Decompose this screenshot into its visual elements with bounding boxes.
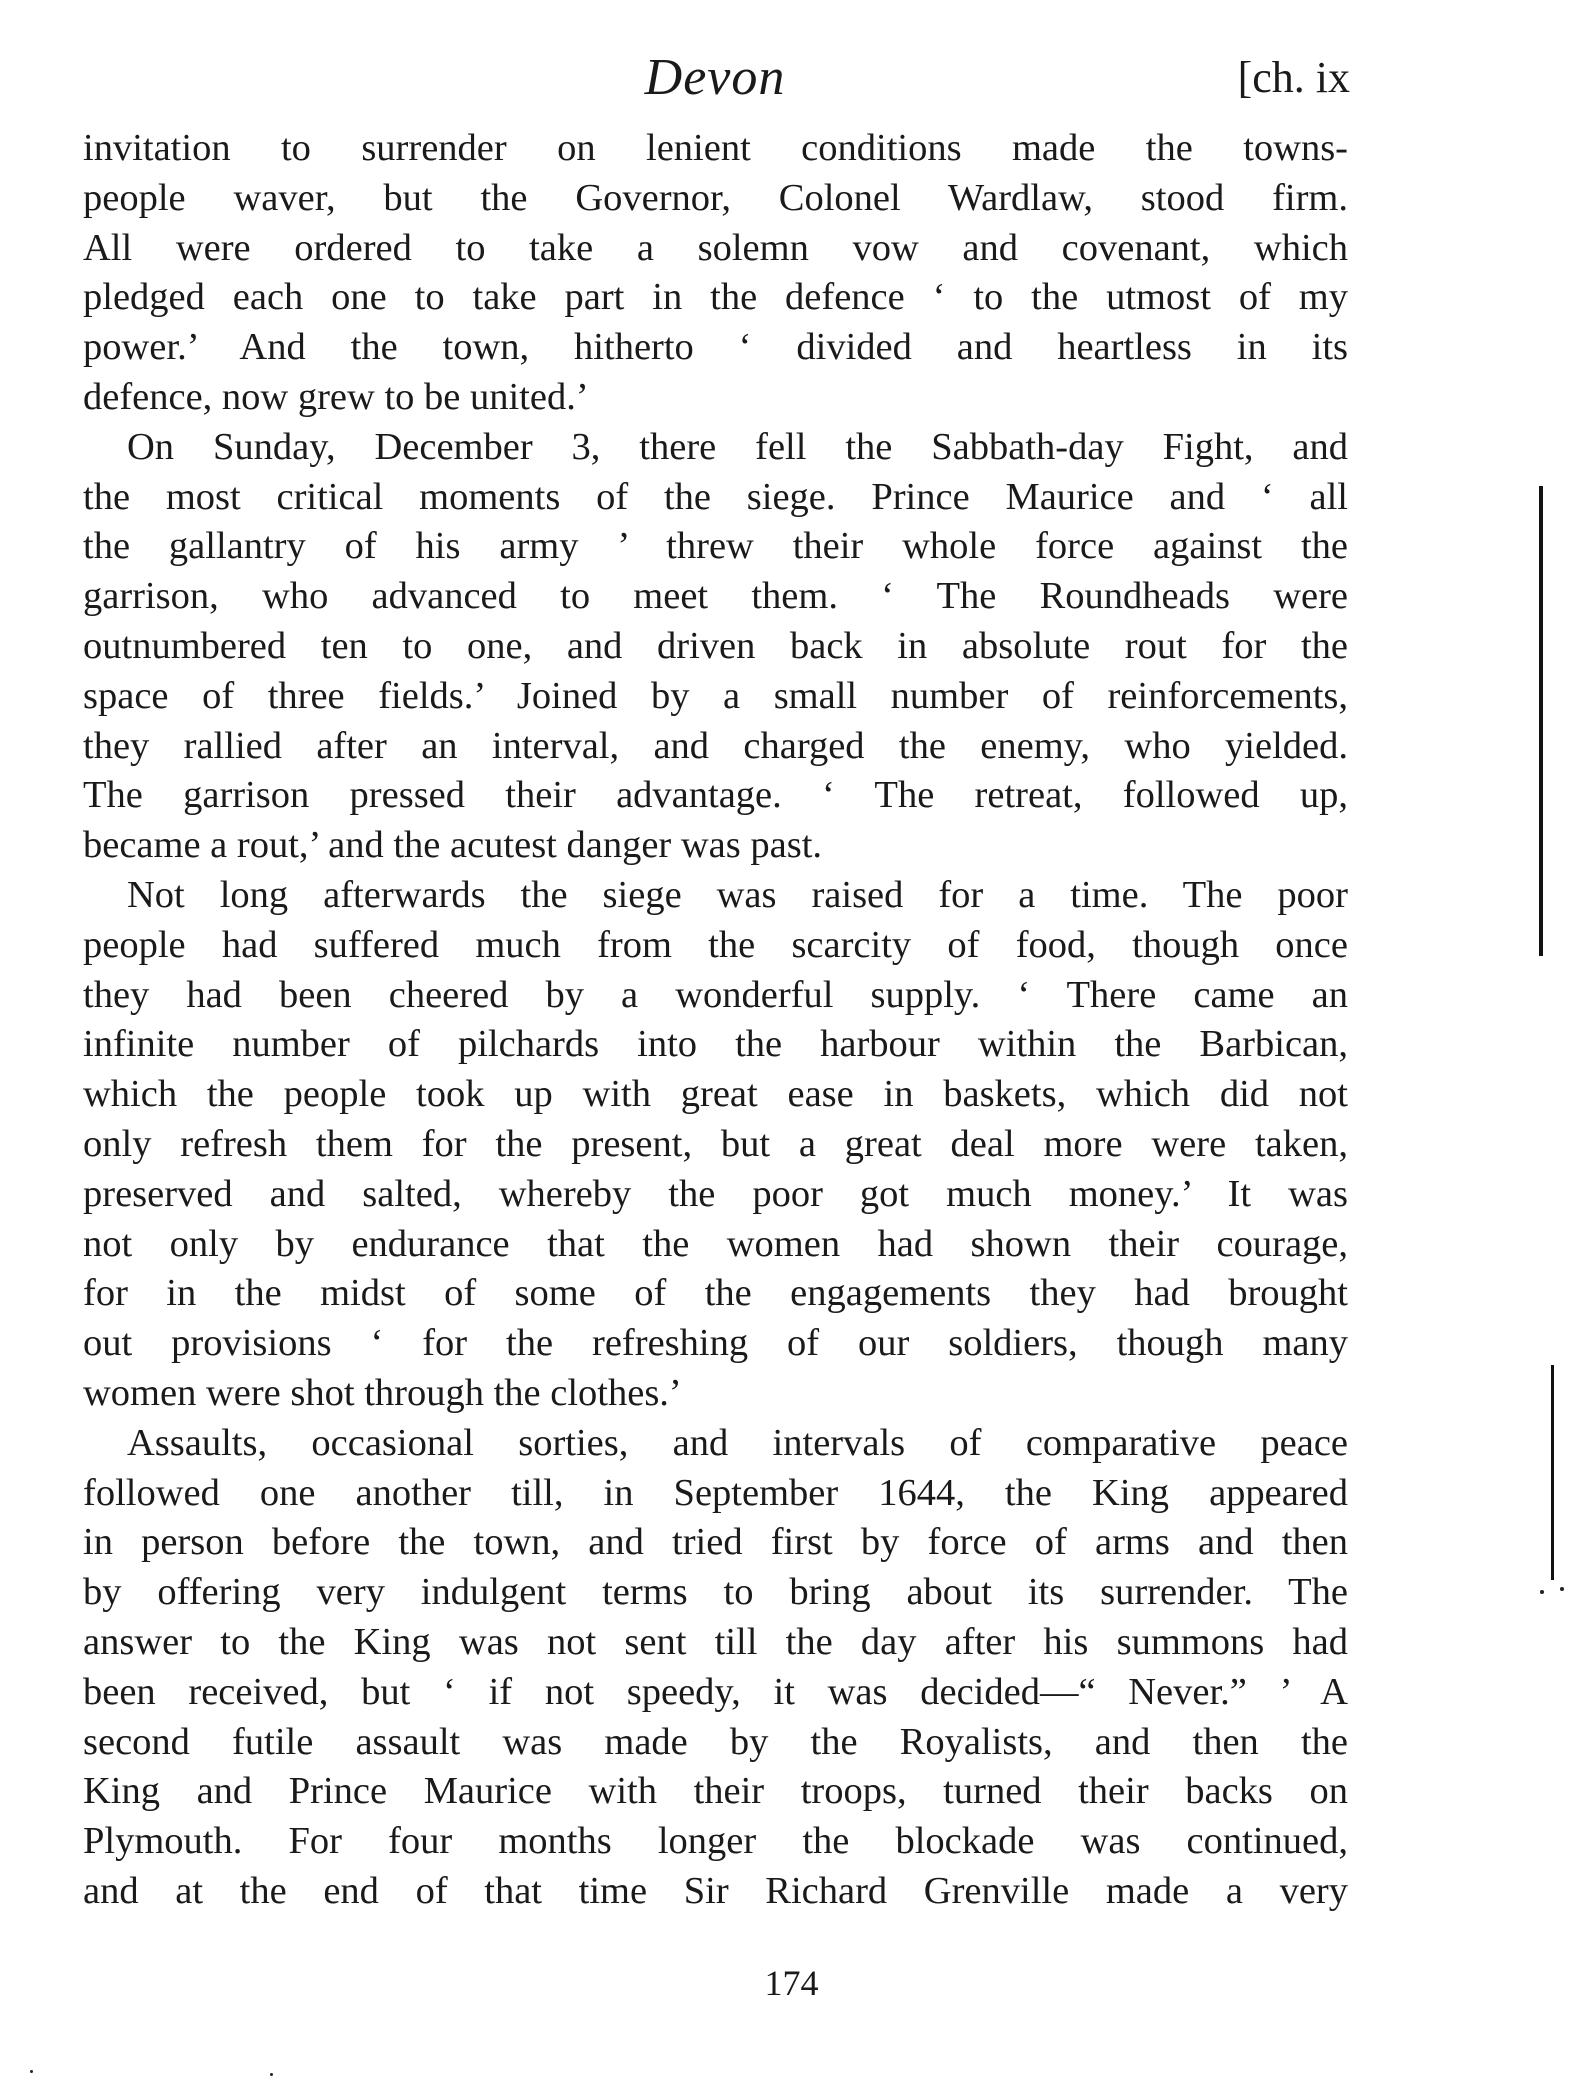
text-line: by offering very indulgent terms to bring about its surrender. The — [83, 1571, 1348, 1614]
text-line: for in the midst of some of the engagements they had brought — [83, 1272, 1348, 1315]
text-line: answer to the King was not sent till the day after his summons had — [83, 1620, 1348, 1663]
text-line: people had suffered much from the scarcity of food, though once — [83, 923, 1348, 966]
chapter-reference: [ch. ix — [1237, 53, 1350, 102]
scan-speck — [270, 2073, 273, 2076]
margin-scan-mark — [1539, 486, 1543, 956]
text-line: preserved and salted, whereby the poor got much money.’ It was — [83, 1172, 1348, 1215]
text-line: followed one another till, in September 1644, the King appeared — [83, 1471, 1348, 1514]
text-line: Plymouth. For four months longer the blockade was continued, — [83, 1820, 1348, 1863]
text-line: infinite number of pilchards into the harbour within the Barbican, — [83, 1023, 1348, 1066]
running-title: Devon — [644, 49, 786, 106]
text-line: out provisions ‘ for the refreshing of our soldiers, though many — [83, 1322, 1348, 1365]
scan-speck — [30, 2070, 33, 2073]
text-line: they rallied after an interval, and charged the enemy, who yielded. — [83, 724, 1348, 767]
text-line: garrison, who advanced to meet them. ‘ The Roundheads were — [83, 575, 1348, 618]
text-line: On Sunday, December 3, there fell the Sabbath-day Fight, and — [127, 425, 1348, 468]
body-text — [83, 124, 1348, 1917]
text-line: only refresh them for the present, but a great deal more were taken, — [83, 1122, 1348, 1165]
text-line: space of three fields.’ Joined by a small number of reinforcements, — [83, 674, 1348, 717]
text-line: in person before the town, and tried first by force of arms and then — [83, 1521, 1348, 1564]
scan-speck — [1560, 1587, 1564, 1591]
margin-scan-mark — [1551, 1365, 1554, 1580]
text-line: people waver, but the Governor, Colonel Wardlaw, stood firm. — [83, 176, 1348, 219]
text-line: Not long afterwards the siege was raised for a time. The poor — [127, 873, 1348, 916]
text-line: the most critical moments of the siege. Prince Maurice and ‘ all — [83, 475, 1348, 518]
text-line: defence, now grew to be united.’ — [83, 375, 589, 418]
text-line: outnumbered ten to one, and driven back in absolute rout for the — [83, 624, 1348, 667]
text-line: which the people took up with great ease in baskets, which did not — [83, 1073, 1348, 1116]
scan-speck — [1540, 1590, 1544, 1594]
page-number: 174 — [764, 1963, 819, 2003]
text-line: they had been cheered by a wonderful supply. ‘ There came an — [83, 973, 1348, 1016]
text-line: women were shot through the clothes.’ — [83, 1371, 682, 1414]
text-line: pledged each one to take part in the defence ‘ to the utmost of my — [83, 276, 1348, 319]
text-line: second futile assault was made by the Royalists, and then the — [83, 1720, 1348, 1763]
running-head — [80, 48, 1350, 118]
text-line: All were ordered to take a solemn vow and covenant, which — [83, 226, 1348, 269]
text-line: been received, but ‘ if not speedy, it was decided—“ Never.” ’ A — [83, 1670, 1348, 1713]
text-line: and at the end of that time Sir Richard Grenville made a very — [83, 1869, 1348, 1912]
text-line: not only by endurance that the women had shown their courage, — [83, 1222, 1348, 1265]
text-line: became a rout,’ and the acutest danger was past. — [83, 824, 823, 867]
text-line: The garrison pressed their advantage. ‘ The retreat, followed up, — [83, 774, 1348, 817]
text-line: Assaults, occasional sorties, and intervals of comparative peace — [127, 1421, 1348, 1464]
text-line: power.’ And the town, hitherto ‘ divided and heartless in its — [83, 326, 1348, 369]
text-line: invitation to surrender on lenient conditions made the towns- — [83, 127, 1348, 169]
text-line: King and Prince Maurice with their troops, turned their backs on — [83, 1770, 1348, 1813]
text-line: the gallantry of his army ’ threw their whole force against the — [83, 525, 1348, 568]
